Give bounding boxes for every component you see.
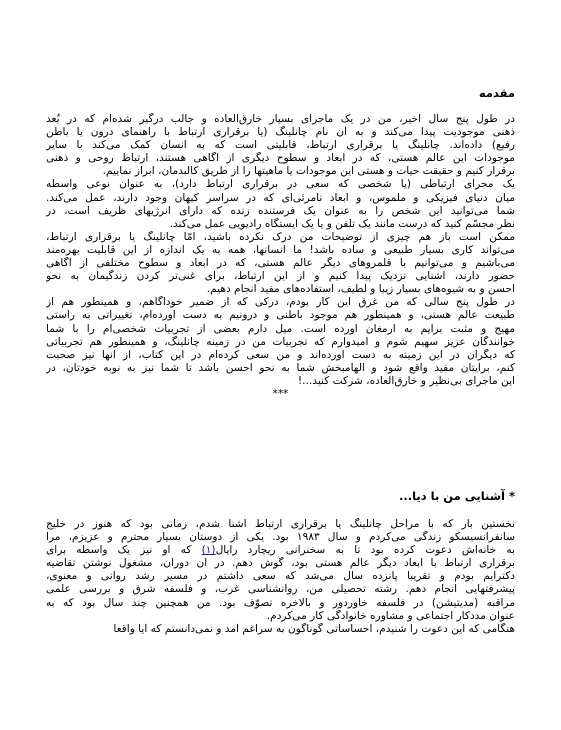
section-heading-introduction: مقدمه <box>478 86 515 100</box>
text-line: هنگامی که این دعوت را شنیدم، احساساتی گوناگون به سراغم آمد و نمی‌دانستم که آیا واقعا <box>113 622 515 635</box>
text-line: این ماجرای بی‌نظیر و خارق‌العاده، شرکت کنید...! <box>297 374 515 387</box>
text-line: در طول پنج سال اخیر، من در یک ماجرای بسیار خارق‌العاده و جالب درگیر شده‌ام که در بُعد <box>46 113 515 125</box>
footnote-reference-link[interactable]: (۱) <box>201 544 216 557</box>
section-heading-acquaintance: * آشنایی من با دیا... <box>399 489 515 503</box>
text-line: حضور دارند، آشنایی نزدیک پیدا کنیم و از این ارتباط، برای غنی‌تر کردن زندگیمان به نحو <box>46 270 515 283</box>
text-line: رفیع) داده‌اند. چانلینگ یا برقراری ارتباط، قابلیتی است که به انسان کمک می‌کند با سایر <box>46 139 515 152</box>
text-line: به خانه‌اش دعوت کرده بود تا به سخنرانی ریچارد رایال(۱) که او نیز یک واسطه برای <box>46 544 515 557</box>
text-line: دکترایم بودم و تقریبا پانزده سال می‌شد که سعی داشتم در مسیر رشد روانی و معنوی، <box>46 570 515 583</box>
text-line: مراقبه (مدیتیشن) در فلسفه خاوردور و بالاخره تصوّف بود. من همچنین چند سال بود که به <box>46 596 515 609</box>
text-line: کنم، برایتان مفید واقع شود و الهامبخش شما به نحو احسن باشد تا شما نیز به نوبه خودتان، در <box>46 361 515 374</box>
text-line: پیشرفتهایی انجام دهم. رشته تحصیلی من، روانشناسی غرب، و فلسفه شرق و بررسی علمی <box>46 583 515 596</box>
text-line: مهیج و مثبت برایم به ارمغان آورده است. میل دارم بعضی از تجربیات شخصی‌ام را با شما <box>46 322 515 335</box>
acquaintance-body <box>46 518 515 636</box>
text-line: برقراری ارتباط با ابعاد دیگر عالم هستی بود، گوش دهم. در آن دوران، مشغول نوشتن تقاضیه <box>46 557 515 570</box>
text-line: سانفرانسیسکو زندگی می‌کردم و سال ۱۹۸۳ بود. یکی از دوستان بسیار محترم و عزیزم، مرا <box>46 531 515 544</box>
text-line: طبیعت عالم هستی، و همینطور هم موجود باطنی و درونیم به دست آورده‌ام، تغییراتی به راستی <box>46 309 515 322</box>
text-line: عنوان مددکار اجتماعی و مشاوره خانوادگی کار می‌کردم. <box>266 609 515 622</box>
text-line: موجودات این عالم هستی، که در ابعاد و سطوح دیگری از آگاهی هستند، ارتباط روحی و ذهنی <box>46 152 515 165</box>
text-line: یک مجرای ارتباطی (یا شخصی که سعی در برقراری ارتباط دارد)، به عنوان نوعی واسطه <box>46 178 515 191</box>
text-line: برقرار کنیم و حقیقت حیات و هستی این موجودات یا ماهیتها را از طریق کالبدمان، ابراز نماییم. <box>102 165 515 178</box>
text-line: احسن و به شیوه‌های بسیار زیبا و لطیف، استفاده‌های مفید انجام دهیم. <box>206 283 515 296</box>
text-line: ممکن است باز هم چیزی از توضیحات من درک نکرده باشید، امّا چانلینگ یا برقراری ارتباط، <box>46 230 515 243</box>
text-line: میان دنیای فیزیکی و ملموس، و ابعاد نامرئی‌ای که در سراسر کیهان وجود دارند، عمل می‌کند. <box>46 191 515 204</box>
text-line: نظر مجسّم کنید که درست مانند یک تلفن و یا یک ایستگاه رادیویی عمل می‌کند. <box>169 217 515 230</box>
text-line: ذهنی موجودیت پیدا می‌کند و به آن نام چانلینگ (یا برقراری ارتباط با راهنمای درون یا باطن <box>46 126 515 139</box>
text-line: می‌باشیم و می‌توانیم با قلمروهای دیگر عالم هستی، که در ابعاد و سطوح مختلفی از آگاهی <box>46 257 515 270</box>
introduction-body <box>46 113 515 401</box>
separator: *** <box>272 387 289 400</box>
text-line: در طول پنج سالی که من غرق این کار بودم، درکی که از ضمیر خودآگاهم، و همینطور هم از <box>46 296 515 309</box>
text-line: خوانندگان عزیز سهیم شوم و امیدوارم که تجربیات من در زمینه چانلینگ، و همینطور هم تجربیاتی <box>46 335 515 348</box>
text-line: شما می‌توانید این شخص را به عنوان یک فرستنده زنده که دارای انرژیهای ظریف است، در <box>46 204 515 217</box>
text-line: که دیگران در این زمینه به دست آورده‌اند و من سعی کرده‌ام در این کتاب، از آنها نیز صحبت <box>46 348 515 361</box>
text-line: نخستین بار که با مراحل چانلینگ یا برقراری ارتباط آشنا شدم، زمانی بود که هنوز در خلیج <box>46 518 515 530</box>
text-line: می‌تواند کاری بسیار طبیعی و ساده باشد! ما انسانها، همه به یک اندازه از این قابلیت بهره‌مند <box>46 243 515 256</box>
